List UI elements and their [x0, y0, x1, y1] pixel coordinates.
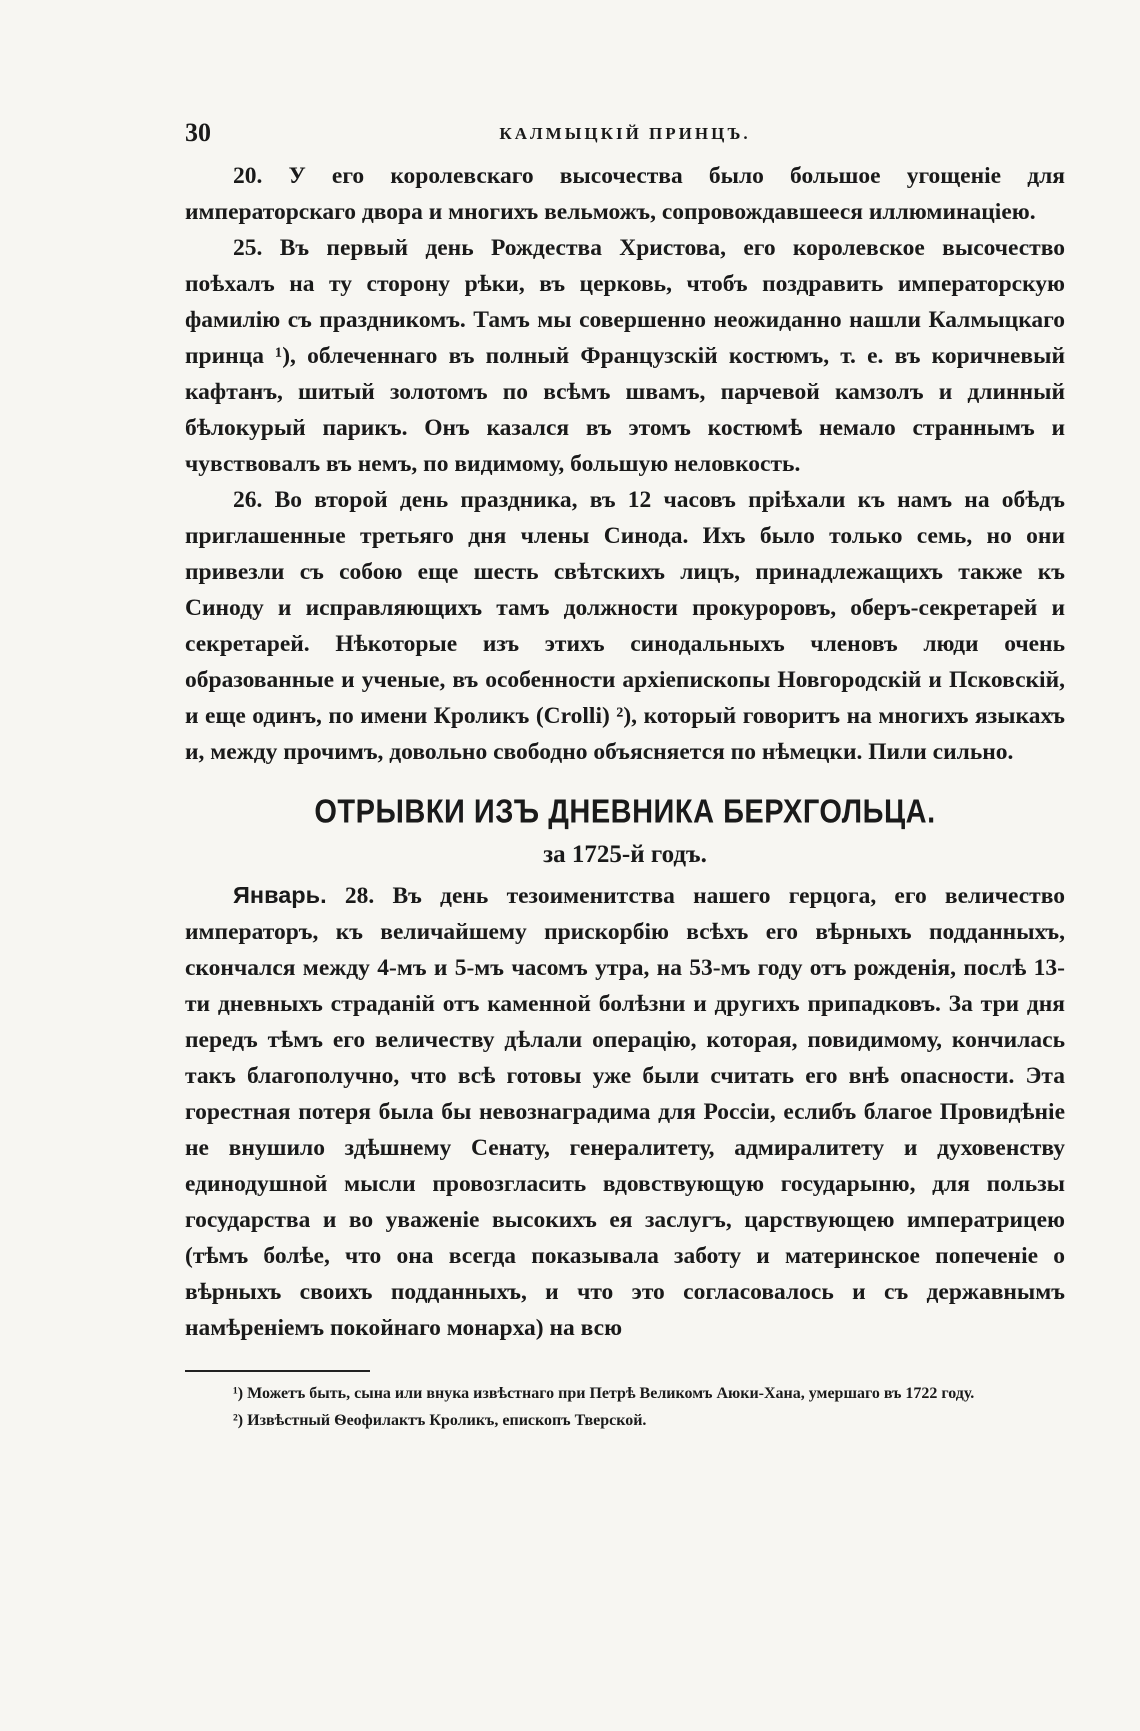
page-number: 30	[185, 118, 211, 147]
footnote-1: ¹) Можетъ быть, сына или внука извѣстнаго при Петрѣ Великомъ Аюки-Хана, умершаго въ 1722 году.	[233, 1385, 975, 1402]
running-title: КАЛМЫЦКІЙ ПРИНЦЪ.	[499, 124, 751, 143]
paragraph-20: 20. У его королевскаго высочества было большое угощеніе для императорскаго двора и многихъ вельможъ, сопровождавшееся иллюминаціею.	[185, 163, 1065, 225]
diary-text	[185, 158, 1065, 1346]
entry-text: 28. Въ день тезоименитства нашего герцога, его величество императоръ, къ величайшему прискорбію всѣхъ его вѣрныхъ подданныхъ, скончался между 4-мъ и 5-мъ часомъ утра, на 53-мъ году отъ рожденія, послѣ 13-ти дневныхъ страданій отъ каменной болѣзни и другихъ припадковъ. За три дня передъ тѣмъ его величеству дѣлали операцію, которая, повидимому, кончилась такъ благополучно, что всѣ готовы уже были считать его внѣ опасности. Эта горестная потеря была бы невознаградима для Россіи, еслибъ благое Провидѣніе не внушило здѣшнему Сенату, генералитету, адмиралитету и духовенству единодушной мысли провозгласить вдовствующую государыню, для пользы государства и во уваженіе высокихъ ея заслугъ, царствующею императрицею (тѣмъ болѣе, что она всегда показывала заботу и материнское попеченіе о вѣрныхъ своихъ подданныхъ, и что это согласовалось и съ державнымъ намѣреніемъ покойнаго монарха) на всю	[185, 883, 1065, 1341]
book-page	[185, 118, 1065, 1434]
footnote-2: ²) Извѣстный Ѳеофилактъ Кроликъ, епископъ Тверской.	[233, 1412, 647, 1429]
section-title: ОТРЫВКИ ИЗЪ ДНЕВНИКА БЕРХГОЛЬЦА.	[314, 793, 936, 831]
entry-january-28	[185, 877, 1065, 1346]
paragraph-26: 26. Во второй день праздника, въ 12 часовъ пріѣхали къ намъ на обѣдъ приглашенные третьяго дня члены Синода. Ихъ было только семь, но они привезли съ собою еще шесть свѣтскихъ лицъ, принадлежащихъ также къ Синоду и исправляющихъ тамъ должности прокуроровъ, оберъ-секретарей и секретарей. Нѣкоторые изъ этихъ синодальныхъ членовъ люди очень образованные и ученые, въ особенности архіепископы Новгородскій и Псковскій, и еще одинъ, по имени Кроликъ (Crolli) ²), который говоритъ на многихъ языкахъ и, между прочимъ, довольно свободно объясняется по нѣмецки. Пили сильно.	[185, 487, 1065, 765]
month-label: Январь.	[233, 882, 327, 908]
footnotes	[185, 1380, 1065, 1434]
section-subtitle: за 1725-й годъ.	[543, 841, 707, 868]
running-head	[185, 118, 1065, 158]
paragraph-25: 25. Въ первый день Рождества Христова, его королевское высочество поѣхалъ на ту сторону рѣки, въ церковь, чтобъ поздравить императорскую фамилію съ праздникомъ. Тамъ мы совершенно неожиданно нашли Калмыцкаго принца ¹), облеченнаго въ полный Французскій костюмъ, т. е. въ коричневый кафтанъ, шитый золотомъ по всѣмъ швамъ, парчевой камзолъ и длинный бѣлокурый парикъ. Онъ казался въ этомъ костюмѣ немало страннымъ и чувствовалъ въ немъ, по видимому, большую неловкость.	[185, 235, 1065, 477]
footnote-divider	[185, 1370, 370, 1372]
